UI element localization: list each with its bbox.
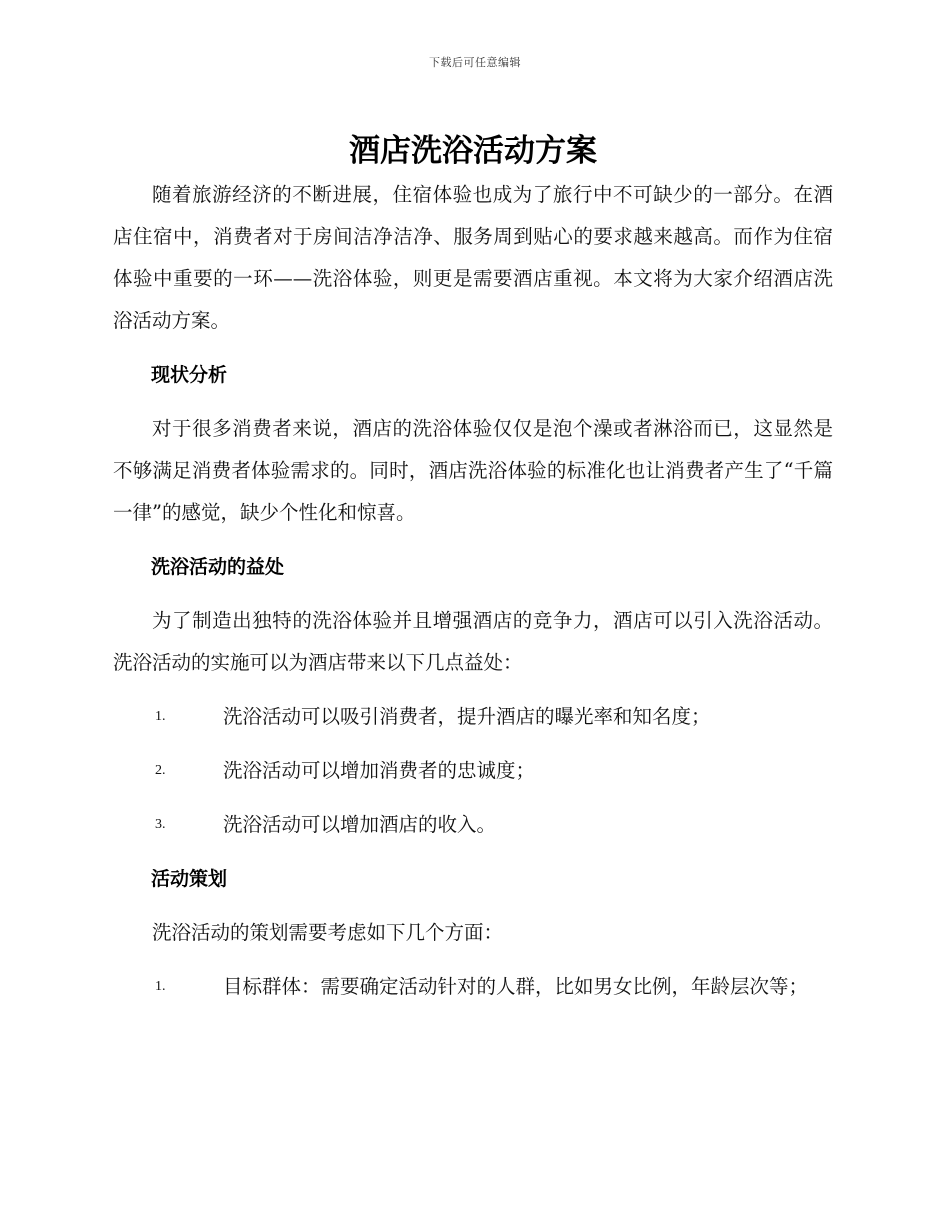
section-paragraph-planning: 洗浴活动的策划需要考虑如下几个方面：: [152, 921, 504, 944]
section-paragraph-status: 对于很多消费者来说，酒店的洗浴体验仅仅是泡个澡或者淋浴而已，这显然是不够满足消费者体验需求的。同时，酒店洗浴体验的标准化也让消费者产生了“千篇一律”的感觉，缺少个性化和惊喜。: [113, 417, 833, 524]
document-body: [113, 128, 833, 1008]
document-title: 酒店洗浴活动方案: [349, 133, 597, 169]
list-item: [113, 750, 833, 792]
list-text: 洗浴活动可以增加酒店的收入。: [223, 813, 497, 836]
section-heading-status: 现状分析: [151, 364, 228, 386]
list-number: 1.: [155, 979, 166, 994]
list-text: 目标群体：需要确定活动针对的人群，比如男女比例，年龄层次等；: [223, 975, 809, 998]
list-number: 2.: [155, 763, 166, 778]
list-text: 洗浴活动可以增加消费者的忠诚度；: [223, 759, 536, 782]
header-note: 下载后可任意编辑: [429, 56, 521, 69]
list-text: 洗浴活动可以吸引消费者，提升酒店的曝光率和知名度；: [223, 705, 711, 728]
list-number: 1.: [155, 709, 166, 724]
list-item: [113, 696, 833, 738]
list-item: [113, 804, 833, 846]
section-heading-planning: 活动策划: [151, 868, 228, 890]
section-paragraph-benefits: 为了制造出独特的洗浴体验并且增强酒店的竞争力，酒店可以引入洗浴活动。洗浴活动的实施可以为酒店带来以下几点益处：: [113, 609, 833, 674]
intro-paragraph: 随着旅游经济的不断进展，住宿体验也成为了旅行中不可缺少的一部分。在酒店住宿中，消费者对于房间洁净洁净、服务周到贴心的要求越来越高。而作为住宿体验中重要的一环——洗浴体验，则更是需要酒店重视。本文将为大家介绍酒店洗浴活动方案。: [113, 183, 833, 332]
list-number: 3.: [155, 817, 166, 832]
list-item: [113, 966, 833, 1008]
section-heading-benefits: 洗浴活动的益处: [151, 556, 285, 578]
